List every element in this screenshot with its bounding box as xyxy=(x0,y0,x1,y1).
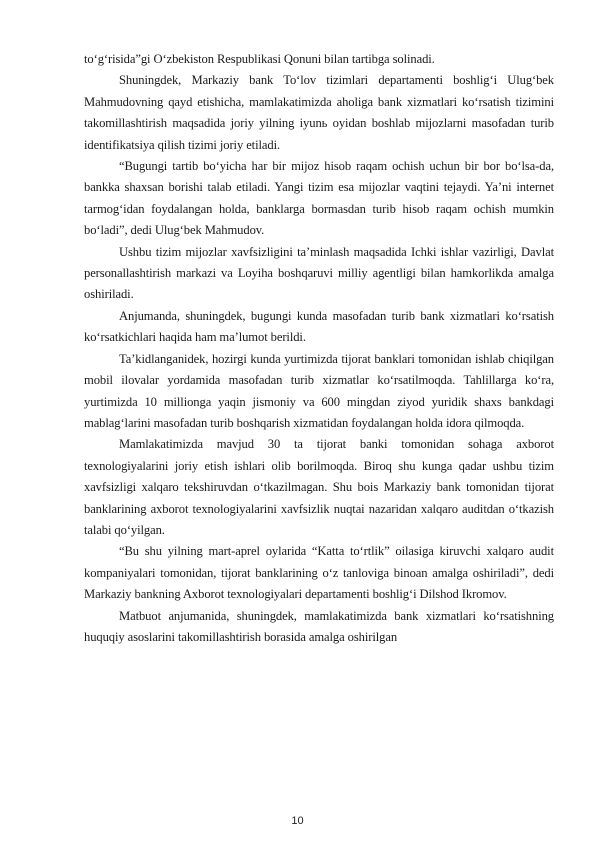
page-number: 10 xyxy=(291,815,304,827)
paragraph-continuation: to‘g‘risida”gi O‘zbekiston Respublikasi Qonuni bilan tartibga solinadi. xyxy=(84,52,435,66)
paragraph: Ta’kidlanganidek, hozirgi kunda yurtimizda tijorat banklari tomonidan ishlab chiqilgan mobil ilovalar yordamida masofadan turib xizmatlar ko‘rsatilmoqda. Tahlillarga ko‘ra, yurtimizda 10 millionga yaqin jismoniy va 600 mingdan ziyod yuridik shaxs bankdagi mablag‘larini masofadan turib boshqarish xizmatidan foydalangan holda idora qilmoqda. xyxy=(84,351,554,430)
paragraph: Shuningdek, Markaziy bank To‘lov tizimlari departamenti boshlig‘i Ulug‘bek Mahmudovning qayd etishicha, mamlakatimizda aholiga bank xizmatlari ko‘rsatish tizimini takomillashtirish maqsadida joriy yilning iyunь oyidan boshlab mijozlarni masofadan turib identifikatsiya qilish tizimi joriy etiladi. xyxy=(84,73,554,152)
paragraph: “Bu shu yilning mart-aprel oylarida “Katta to‘rtlik” oilasiga kiruvchi xalqaro audit kompaniyalari tomonidan, tijorat banklarining o‘z tanloviga binoan amalga oshiriladi”, dedi Markaziy bankning Axborot texnologiyalari departamenti boshlig‘i Dilshod Ikromov. xyxy=(84,544,554,602)
paragraph: Anjumanda, shuningdek, bugungi kunda masofadan turib bank xizmatlari ko‘rsatish ko‘rsatkichlari haqida ham ma’lumot berildi. xyxy=(84,308,554,345)
paragraph: “Bugungi tartib bo‘yicha har bir mijoz hisob raqam ochish uchun bir bor bo‘lsa-da, bankka shaxsan borishi talab etiladi. Yangi tizim esa mijozlar vaqtini tejaydi. Ya’ni internet tarmog‘idan foydalangan holda, banklarga bormasdan turib hisob raqam ochish mumkin bo‘ladi”, dedi Ulug‘bek Mahmudov. xyxy=(84,159,554,238)
paragraph: Mamlakatimizda mavjud 30 ta tijorat banki tomonidan sohaga axborot texnologiyalarini joriy etish ishlari olib borilmoqda. Biroq shu kunga qadar ushbu tizim xavfsizligi xalqaro tekshiruvdan o‘tkazilmagan. Shu bois Markaziy bank tomonidan tijorat banklarining axborot texnologiyalarini xavfsizlik nuqtai nazaridan xalqaro auditdan o‘tkazish talabi qo‘yilgan. xyxy=(84,437,554,537)
document-body xyxy=(84,49,554,648)
paragraph: Matbuot anjumanida, shuningdek, mamlakatimizda bank xizmatlari ko‘rsatishning huquqiy asoslarini takomillashtirish borasida amalga oshirilgan xyxy=(84,608,554,644)
paragraph: Ushbu tizim mijozlar xavfsizligini ta’minlash maqsadida Ichki ishlar vazirligi, Davlat personallashtirish markazi va Loyiha boshqaruvi milliy agentligi bilan hamkorlikda amalga oshiriladi. xyxy=(84,244,554,302)
